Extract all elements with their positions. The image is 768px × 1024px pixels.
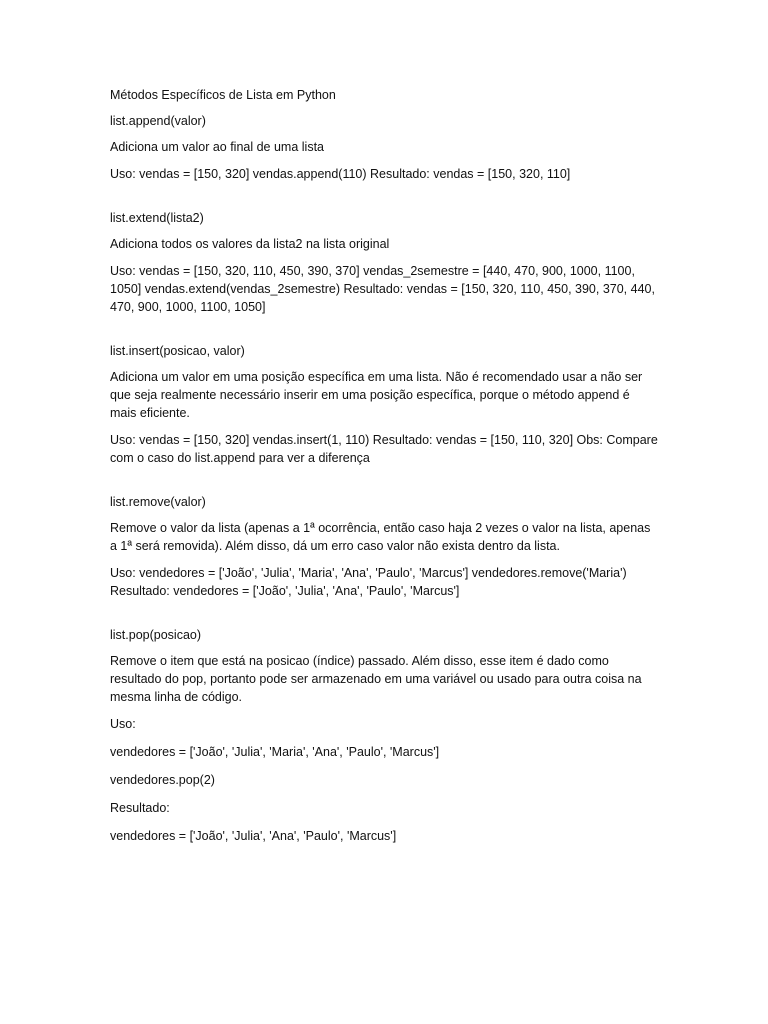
section-extend	[110, 209, 658, 316]
document-content	[110, 86, 658, 855]
section-usage: Uso: vendas = [150, 320, 110, 450, 390, 370] vendas_2semestre = [440, 470, 900, 1000, 1100, 1050] vendas.extend(vendas_2semestre) Resultado: vendas = [150, 320, 110, 450, 390, 370, 440, 470, 900, 1000, 1100, 1050]	[110, 264, 655, 314]
section-description: Adiciona um valor em uma posição específica em uma lista. Não é recomendado usar a não ser que seja realmente necessário inserir em uma posição específica, porque o método append é mais eficiente.	[110, 370, 643, 420]
code-line: vendedores = ['João', 'Julia', 'Ana', 'Paulo', 'Marcus']	[110, 829, 397, 843]
section-append	[110, 112, 658, 183]
section-description: Adiciona todos os valores da lista2 na lista original	[110, 237, 390, 251]
code-line: vendedores.pop(2)	[110, 773, 215, 787]
section-remove	[110, 493, 658, 600]
usage-label: Uso:	[110, 717, 136, 731]
section-heading: list.insert(posicao, valor)	[110, 344, 245, 358]
result-label: Resultado:	[110, 801, 170, 815]
section-usage: Uso: vendedores = ['João', 'Julia', 'Maria', 'Ana', 'Paulo', 'Marcus'] vendedores.remove('Maria') Resultado: vendedores = ['João', 'Julia', 'Ana', 'Paulo', 'Marcus']	[110, 566, 627, 598]
section-heading: list.extend(lista2)	[110, 211, 204, 225]
section-heading: list.remove(valor)	[110, 495, 206, 509]
section-description: Adiciona um valor ao final de uma lista	[110, 140, 325, 154]
section-heading: list.pop(posicao)	[110, 628, 202, 642]
document-title: Métodos Específicos de Lista em Python	[110, 88, 336, 102]
section-usage: Uso: vendas = [150, 320] vendas.insert(1, 110) Resultado: vendas = [150, 110, 320] Obs: Compare com o caso do list.append para ver a diferença	[110, 433, 658, 465]
section-description: Remove o valor da lista (apenas a 1ª ocorrência, então caso haja 2 vezes o valor na lista, apenas a 1ª será removida). Além disso, dá um erro caso valor não exista dentro da lista.	[110, 521, 651, 553]
section-description: Remove o item que está na posicao (índice) passado. Além disso, esse item é dado como resultado do pop, portanto pode ser armazenado em uma variável ou usado para outra coisa na mesma linha de código.	[110, 654, 642, 704]
section-insert	[110, 342, 658, 467]
code-line: vendedores = ['João', 'Julia', 'Maria', 'Ana', 'Paulo', 'Marcus']	[110, 745, 440, 759]
section-heading: list.append(valor)	[110, 114, 206, 128]
section-usage: Uso: vendas = [150, 320] vendas.append(110) Resultado: vendas = [150, 320, 110]	[110, 167, 571, 181]
section-pop	[110, 626, 658, 845]
